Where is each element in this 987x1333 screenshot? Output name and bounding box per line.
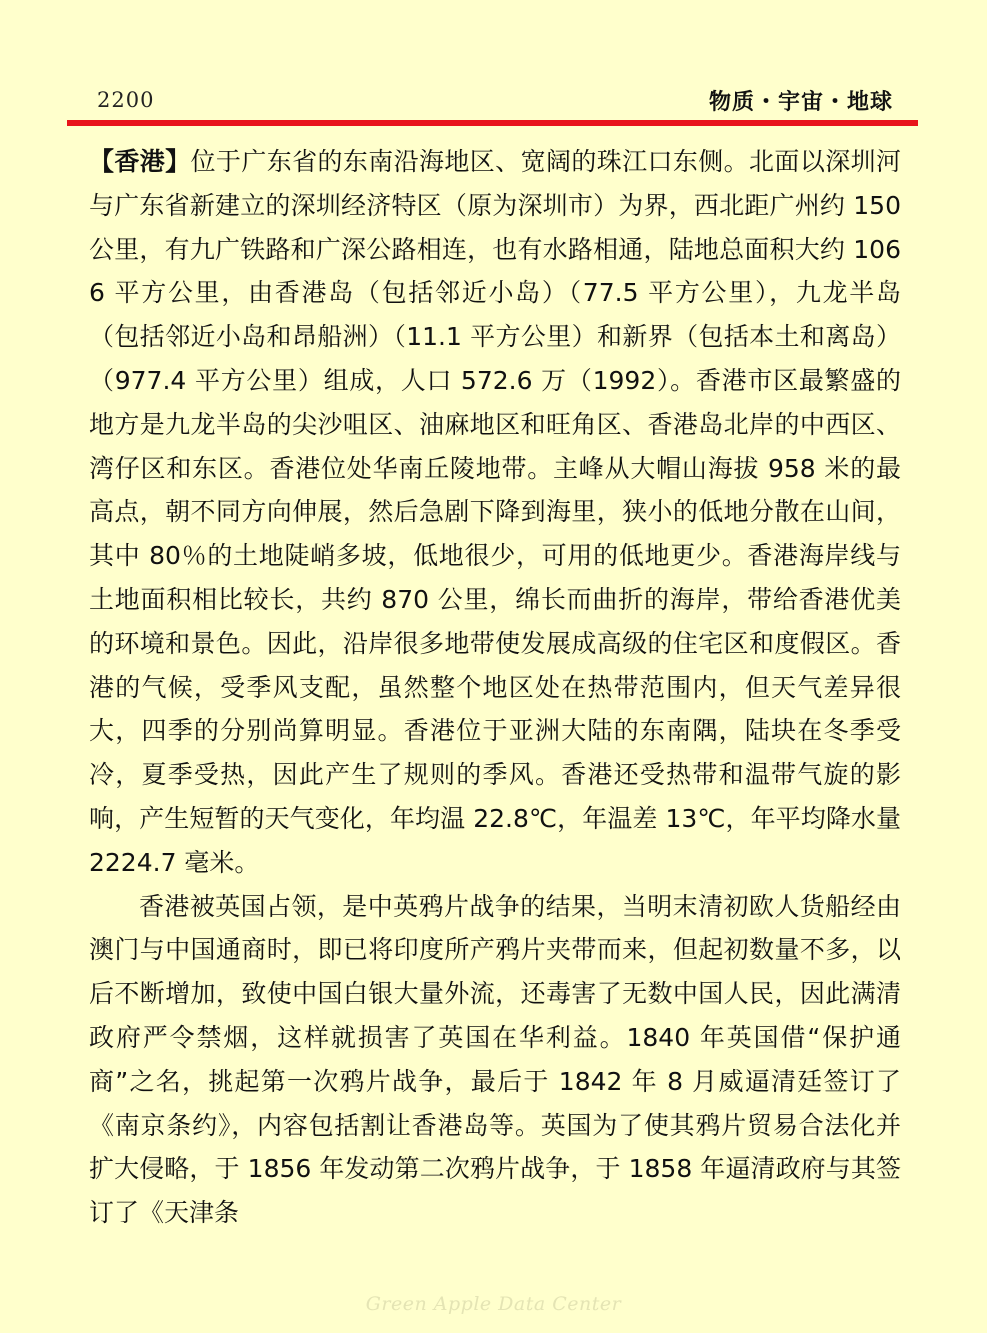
paragraph: 香港被英国占领，是中英鸦片战争的结果，当明末清初欧人货船经由澳门与中国通商时，即已将印度所产鸦片夹带而来，但起初数量不多，以后不断增加，致使中国白银大量外流，还毒害了无数中国人民，因此满清政府严令禁烟，这样就损害了英国在华利益。1840 年英国借“保护通商”之名，挑起第一次鸦片战争，最后于 1842 年 8 月威逼清廷签订了《南京条约》，内容包括割让香港岛等。英国为了使其鸦片贸易合法化并扩大侵略，于 1856 年发动第二次鸦片战争，于 1858 年逼清政府与其签订了《天津条 [89, 891, 901, 1228]
body-text [89, 140, 901, 1235]
header-rule [67, 120, 918, 126]
page-number: 2200 [97, 88, 155, 112]
watermark: Green Apple Data Center [365, 1293, 622, 1315]
entry-title: 【香港】 [89, 147, 191, 176]
running-title: 物质・宇宙・地球 [708, 90, 893, 115]
paragraph-text: 位于广东省的东南沿海地区、宽阔的珠江口东侧。北面以深圳河与广东省新建立的深圳经济特区（原为深圳市）为界，西北距广州约 150 公里，有九广铁路和广深公路相连，也有水路相通，陆地总面积大约 1066 平方公里，由香港岛（包括邻近小岛）（77.5 平方公里），九龙半岛（包括邻近小岛和昂船洲）（11.1 平方公里）和新界（包括本土和离岛）（977.4 平方公里）组成，人口 572.6 万（1992）。香港市区最繁盛的地方是九龙半岛的尖沙咀区、油麻地区和旺角区、香港岛北岸的中西区、湾仔区和东区。香港位处华南丘陵地带。主峰从大帽山海拔 958 米的最高点，朝不同方向伸展，然后急剧下降到海里，狭小的低地分散在山间，其中 80％的土地陡峭多坡，低地很少，可用的低地更少。香港海岸线与土地面积相比较长，共约 870 公里，绵长而曲折的海岸，带给香港优美的环境和景色。因此，沿岸很多地带使发展成高级的住宅区和度假区。香港的气候，受季风支配，虽然整个地区处在热带范围内，但天气差异很大，四季的分别尚算明显。香港位于亚洲大陆的东南隅，陆块在冬季受冷，夏季受热，因此产生了规则的季风。香港还受热带和温带气旋的影响，产生短暂的天气变化，年均温 22.8℃，年温差 13℃，年平均降水量 2224.7 毫米。 [89, 147, 901, 877]
paragraph [89, 140, 901, 885]
